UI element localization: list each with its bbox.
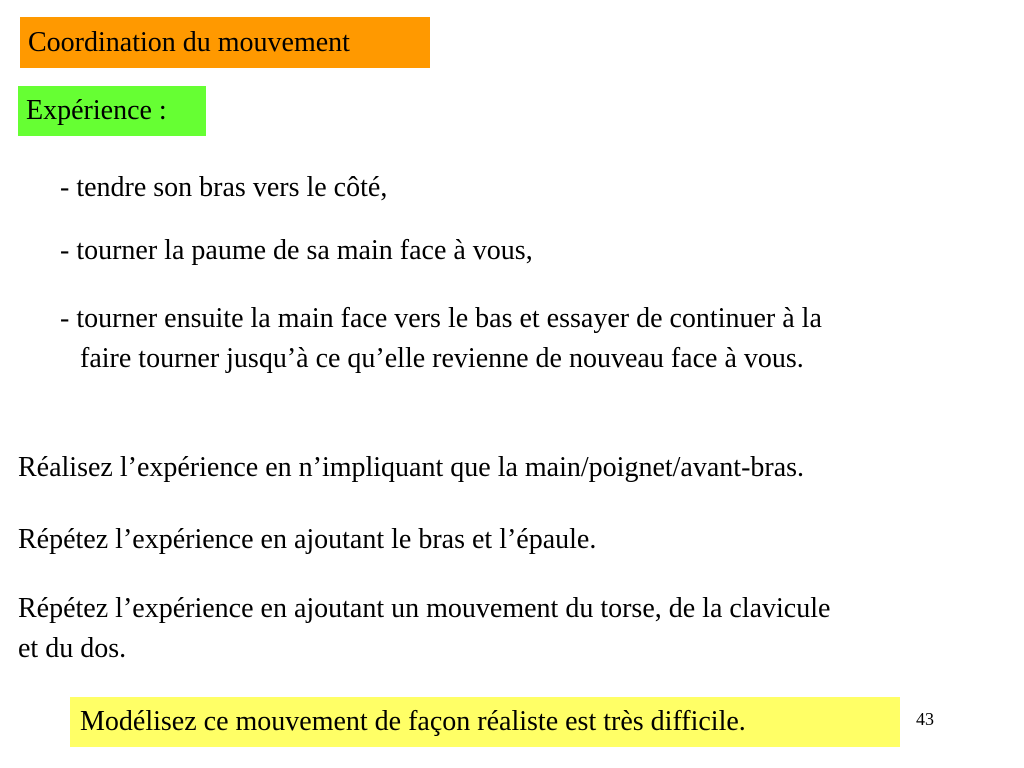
section-label: Expérience :	[18, 86, 206, 136]
instruction-item: Répétez l’expérience en ajoutant un mouvement du torse, de la clavicule	[18, 593, 831, 624]
step-item: - tourner la paume de sa main face à vous,	[60, 235, 533, 266]
page-number: 43	[916, 709, 934, 729]
slide-title: Coordination du mouvement	[20, 17, 430, 68]
step-item: - tendre son bras vers le côté,	[60, 172, 388, 203]
conclusion-callout: Modélisez ce mouvement de façon réaliste est très difficile.	[70, 697, 900, 747]
step-item: - tourner ensuite la main face vers le bas et essayer de continuer à la	[60, 303, 822, 334]
instruction-item: Réalisez l’expérience en n’impliquant que la main/poignet/avant-bras.	[18, 452, 805, 483]
instruction-item-continuation: et du dos.	[18, 633, 127, 664]
instruction-item: Répétez l’expérience en ajoutant le bras et l’épaule.	[18, 524, 597, 555]
step-item-continuation: faire tourner jusqu’à ce qu’elle revienne de nouveau face à vous.	[80, 343, 804, 374]
